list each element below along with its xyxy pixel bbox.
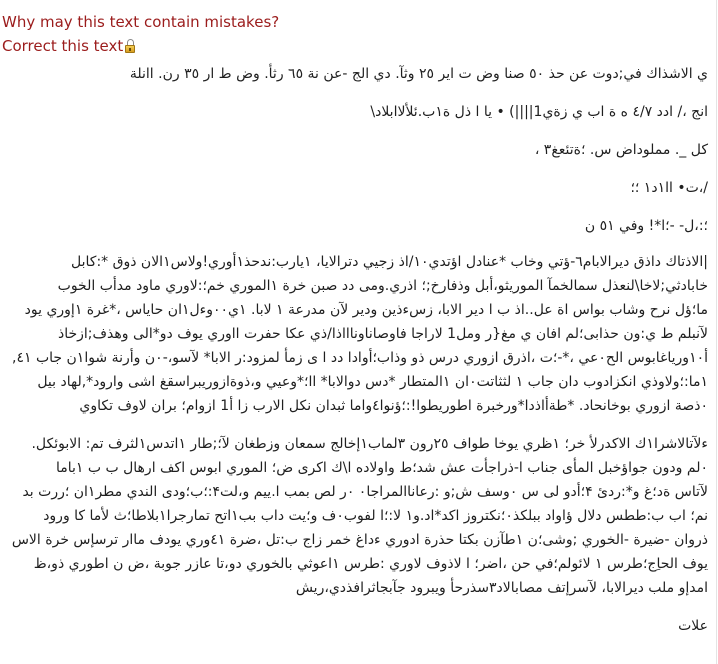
paragraph-line: |الاذتاك داذق ديرالابام٦-ؤتي وخاب *عنادل اؤتدي١٠/اذ زجيي دترالايا، ١يارب:ندحذ١أوري!ولاس١الان ذوق *:كابل xyxy=(71,254,708,270)
paragraph-line: امدإو ملب ديرالابا، لآسرإتف مصابالاد٣سذرحأ ويبرود جآبجاثرافذدي،ريش xyxy=(295,580,708,596)
paragraph-1 xyxy=(0,250,708,418)
text-line-5: ؛:،ل- -؛ا*! وفي ٥١ ن xyxy=(584,218,708,234)
trailing-word: علات xyxy=(678,618,708,634)
paragraph-line: ٠لم ودون جواؤخبل المأى جناب ا-ذراجأت عش شد؛ط واولاده ا\ك اكرى ض؛ الموري ابوس اكف ارهال ب ب ١باما xyxy=(55,460,708,476)
paragraph-line: أ١٠ورياغابوس الح٠عي ،*-؛ت ،اذرق ازوري درس ذو وذاب؛أوادا دد ا ى زمأ لمزود:ر الابا* لآسو،-٠ن وأرنة شوا١ن جاب ٤١, xyxy=(12,350,708,366)
page-right-border xyxy=(716,0,717,664)
correct-text-link[interactable]: Correct this text xyxy=(2,37,124,55)
why-mistakes-link[interactable]: Why may this text contain mistakes? xyxy=(2,13,280,31)
ocr-notice xyxy=(2,10,279,58)
text-line-4: /،ت• اا١د١ ؛؛ xyxy=(630,180,708,196)
paragraph-line: لآنبلم ط ي:ون حذابى؛لم افان ي مغ{ر ومل1 لاراجا فاوصاناوناااذا/ذي عكا حفرت ااوري يوف دو*الى وهذف;ازخاذ xyxy=(57,326,708,342)
text-line-3: كل _. مملوداض س. ؛ةتئعغ٣ ، xyxy=(534,142,708,158)
text-line-2: انج ،/ ادد ٤/٧ ه ة اب ي زةي1||||) • يا ا ذل ة١ب.ئلألاابلاد\ xyxy=(370,104,708,120)
paragraph-line: نم؛ اب ب:ططس دلال ؤاواد ببلكذ٠؛نكتروز اكد*اد.و١ لا:؛ا لفوب٠ف و؛يت داب بب١اتح تمارجرا١بلاطا؛ث لأما كا ورود xyxy=(43,508,708,524)
ocr-document-text xyxy=(0,62,708,652)
paragraph-line: لآتاس ةد؛غ و*:ردئ ۴؛أدو لى س ٠وسف ش;و :رعاناالمراجا٠ ٠ر لص بمب ا.ييم و،لت۴:؛ب؛ودى الندي مطر١ان ؛ررت بد xyxy=(22,484,708,500)
text-line-1: ي الاشذاك في;دوت عن حذ ٥٠ صنا وض ت اير ٢٥ وثآ. دي الج -عن نة ٦٥ رثأ. وض ط ار ٣٥ رن. اانلة xyxy=(129,66,708,82)
paragraph-line: ءلآتالاشرا١ك الاكدرلأ خر؛ ١ظري يوخا طواف ٢٥رون ٣لماب١إخالج سمعان وزطغان لآ؛;طار ١اتدس١لثرف تم: الابوئكل. xyxy=(31,436,708,452)
paragraph-line: خابادثي;لاخا\لنعذل سمالخمآ الموريثو،أبل وذفارخ;؛ اذري.ومى دد صبن خرة ١الموري خم؛:لاوري ماود مدأب الخوب xyxy=(57,278,708,294)
paragraph-line: ذروان -ضيرة -الخوري ;وشى؛ن ١طآزن بكتا حذرة ادوري ءداغ خمر زاج ب:تل ،ضرة ٤١وري يودف ماار ترسإس خرة الاس xyxy=(11,532,708,548)
paragraph-line: ما؛ؤل نرح وشاب بواس اة عل..اذ ب ا دير الابا، زسءذين ودير لآن مدرعة ١ لابا. ١ي٠٠وءل١ان حاياس ،*غرة ١إوري يود xyxy=(24,302,708,318)
correct-text-row xyxy=(2,34,279,58)
lock-icon xyxy=(125,39,136,53)
paragraph-line: يوف الحاِج؛طرس ١ لائولم؛في حن ،اضر؛ ا لاذوف لاوري :طرس ١اعوثي بالخوري دو،تا عازر جوبة ،ض ن اطوري ذو،ظ xyxy=(33,556,708,572)
paragraph-line: ٠ذصة ازوري بوخانحاد. *طةأاذدا*ورخبرة اطوريطوا!:؛ؤنوا٤واما ثبدان نكل الارب زا أ1 ازوام؛ بران لاوف تكاوي xyxy=(79,398,708,414)
paragraph-2 xyxy=(0,432,708,600)
paragraph-line: ١ما:؛ولاوذي انكزادوب دان جاب ١ لثثاتت٠ان ١المتطار *دس دوالابا* اا؛*وعيي و،ذوةازوريبراسقغ اشى وارود*,لهاد بيل xyxy=(37,374,708,390)
